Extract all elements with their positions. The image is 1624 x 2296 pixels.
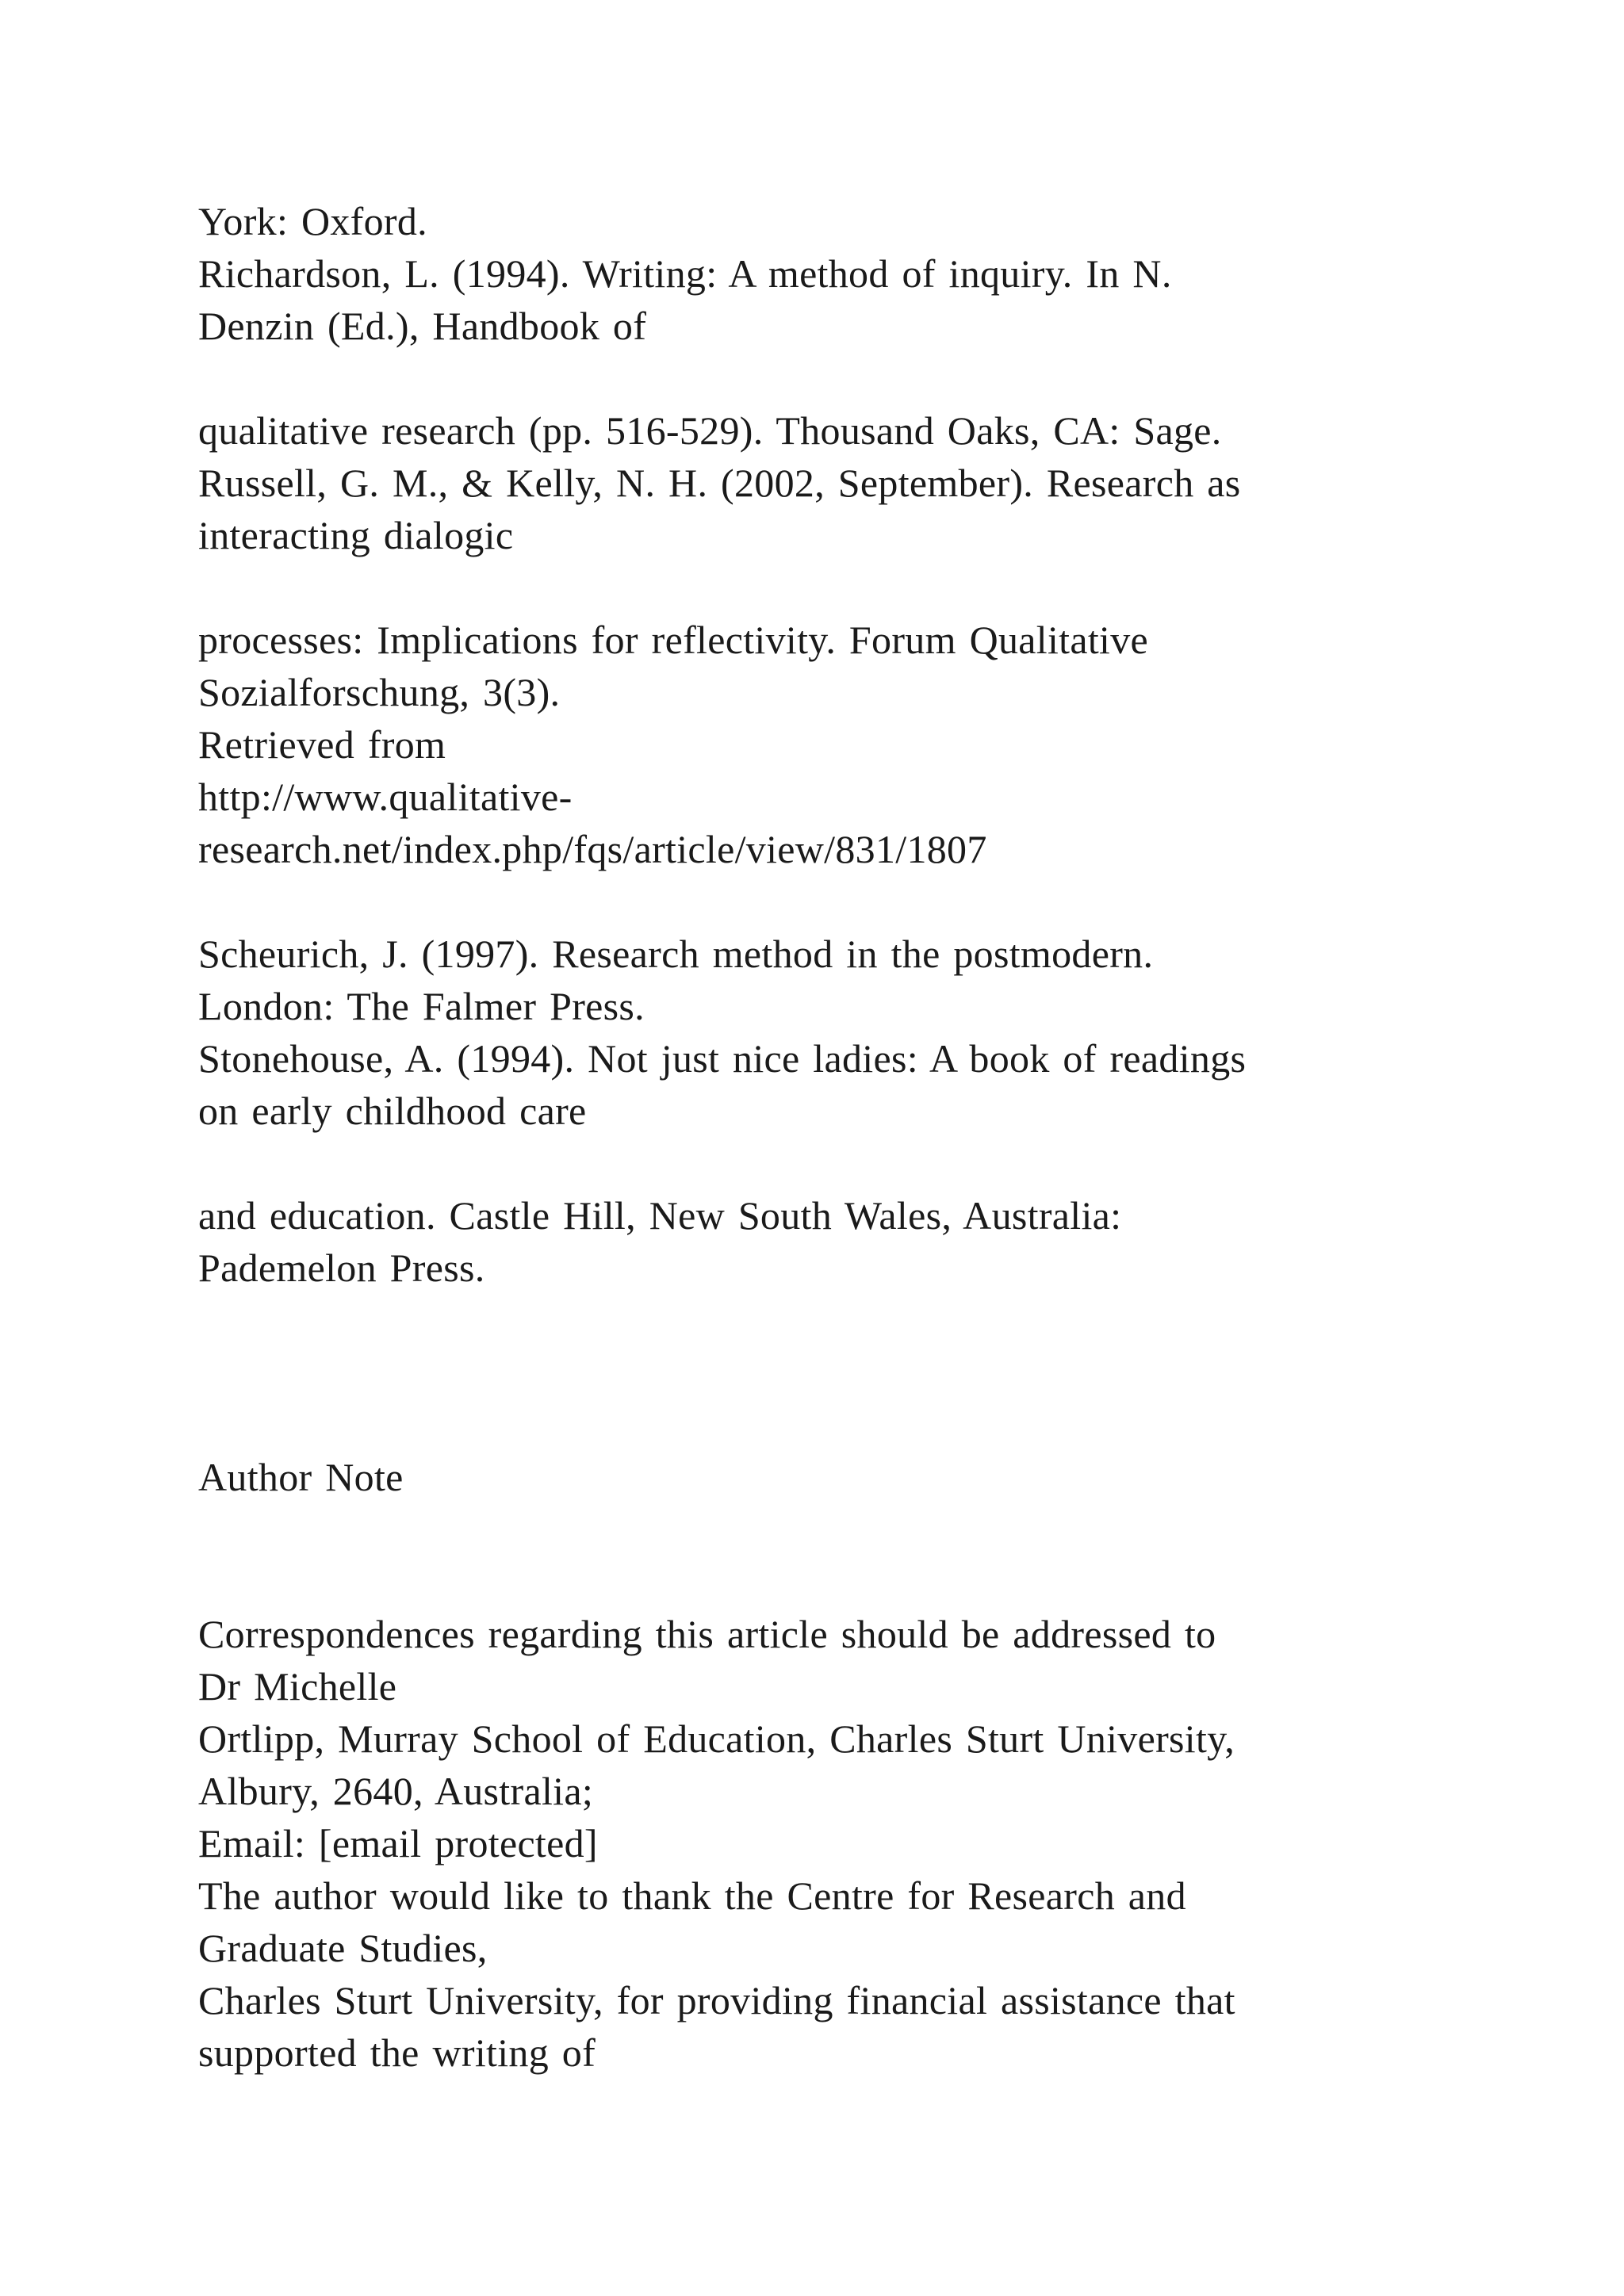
reference-line: on early childhood care [198, 1089, 587, 1133]
author-note-line: supported the writing of [198, 2030, 596, 2075]
reference-line: processes: Implications for reflectivity. Forum Qualitative [198, 618, 1149, 662]
author-note-line: Albury, 2640, Australia; [198, 1769, 594, 1813]
reference-line: Richardson, L. (1994). Writing: A method of inquiry. In N. [198, 251, 1172, 296]
reference-line: Stonehouse, A. (1994). Not just nice ladies: A book of readings [198, 1036, 1247, 1081]
author-note-heading: Author Note [198, 1455, 404, 1499]
author-note-line: Ortlipp, Murray School of Education, Charles Sturt University, [198, 1716, 1235, 1761]
reference-line: York: Oxford. [198, 199, 427, 243]
reference-line: Russell, G. M., & Kelly, N. H. (2002, September). Research as [198, 461, 1241, 505]
reference-url-line: http://www.qualitative- [198, 775, 573, 819]
reference-line: Denzin (Ed.), Handbook of [198, 304, 647, 348]
author-note-line: The author would like to thank the Centre for Research and [198, 1873, 1186, 1918]
reference-line: Sozialforschung, 3(3). [198, 670, 561, 714]
author-note-line: Graduate Studies, [198, 1926, 488, 1970]
author-note-line: Charles Sturt University, for providing financial assistance that [198, 1978, 1235, 2022]
reference-line: qualitative research (pp. 516-529). Thousand Oaks, CA: Sage. [198, 408, 1222, 453]
reference-line: and education. Castle Hill, New South Wales, Australia: [198, 1193, 1122, 1238]
reference-line: Scheurich, J. (1997). Research method in the postmodern. [198, 932, 1154, 976]
reference-line: Pademelon Press. [198, 1246, 485, 1290]
author-note-line: Correspondences regarding this article should be addressed to [198, 1612, 1216, 1656]
reference-url-line: research.net/index.php/fqs/article/view/831/1807 [198, 827, 987, 871]
reference-line: interacting dialogic [198, 513, 514, 557]
reference-line: Retrieved from [198, 722, 446, 767]
reference-line: London: The Falmer Press. [198, 984, 645, 1028]
author-note-line: Dr Michelle [198, 1664, 397, 1709]
author-note-email: Email: [email protected] [198, 1821, 598, 1866]
